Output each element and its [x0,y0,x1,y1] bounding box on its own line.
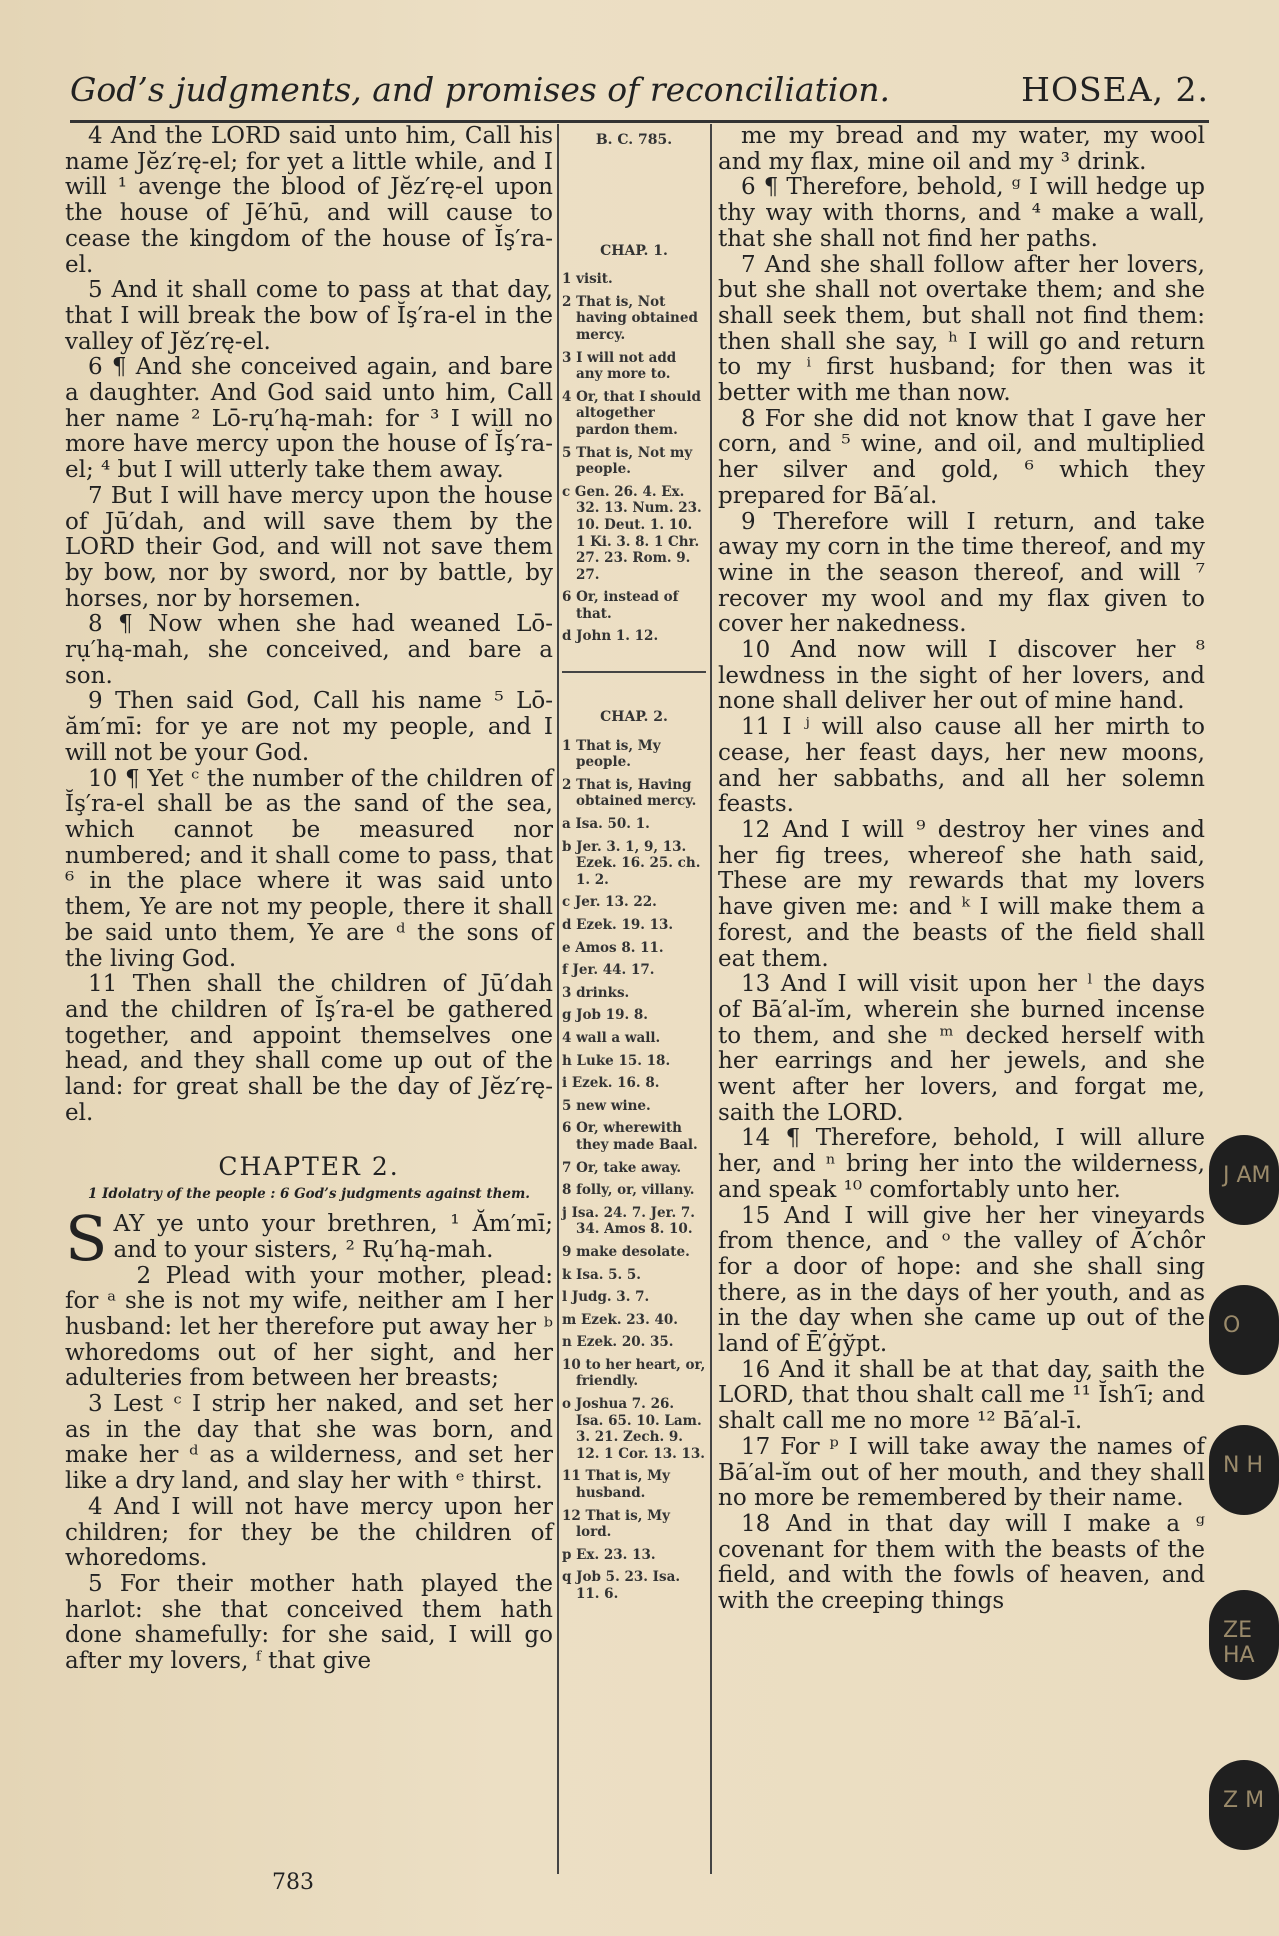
margin-note: 6 Or, wherewith they made Baal. [562,1120,698,1153]
margin-note: j Isa. 24. 7. Jer. 7. 34. Amos 8. 10. [562,1204,695,1238]
margin-note: l Judg. 3. 7. [562,1289,650,1306]
left-text-column [65,124,553,1874]
verse: 4 And I will not have mercy upon her children; for they be the children of whoredoms. [65,1493,553,1572]
verse-one [65,1202,553,1276]
margin-note: 11 That is, My husband. [562,1468,670,1502]
chapter-one-notes [562,271,706,645]
verse: 14 ¶ Therefore, behold, I will allure her, and ⁿ bring her into the wilderness, and speak ¹⁰ comfortably unto her. [718,1125,1205,1203]
margin-note: 12 That is, My lord. [562,1507,670,1541]
margin-note: 4 Or, that I should altogether pardon them. [562,388,701,438]
verse: 6 ¶ And she conceived again, and bare a daughter. And God said unto him, Call her name ² Lō-rụ′hą-mah: for ³ I will no more have mercy upon the house of Ĭş′ra-el; ⁴ but I will utterly take them away. [65,354,553,484]
thumb-index-tab[interactable]: Z M [1209,1760,1279,1850]
margin-note: c Jer. 13. 22. [562,894,657,911]
margin-note: i Ezek. 16. 8. [562,1075,660,1092]
verse: 6 ¶ Therefore, behold, ᵍ I will hedge up thy way with thorns, and ⁴ make a wall, that she shall not find her paths. [718,174,1205,252]
verse: 5 For their mother hath played the harlot: she that conceived them hath done shamefully: for she said, I will go after my lovers, ᶠ that give [65,1570,553,1675]
margin-note: 9 make desolate. [562,1243,690,1260]
margin-note: 5 That is, Not my people. [562,444,693,478]
verse: 8 For she did not know that I gave her corn, and ⁵ wine, and oil, and multiplied her silver and gold, ⁶ which they prepared for Bā′al. [718,405,1205,509]
verse: 17 For ᵖ I will take away the names of Bā′al-ĭm out of her mouth, and they shall no more be remembered by their name. [718,1433,1205,1512]
verse: 11 I ʲ will also cause all her mirth to cease, her feast days, her new moons, and her sabbaths, and all her solemn feasts. [718,714,1205,818]
margin-note: b Jer. 3. 1, 9, 13. Ezek. 16. 25. ch. 1. 2. [562,838,701,888]
margin-note: p Ex. 23. 13. [562,1546,656,1563]
page-header [70,70,1209,120]
margin-note: h Luke 15. 18. [562,1052,671,1069]
date-note: B. C. 785. [595,132,673,148]
verse: 12 And I will ⁹ destroy her vines and her fig trees, whereof she hath said, These are my rewards that my lovers have given me: and ᵏ I will make them a forest, and the beasts of the field shall eat them. [718,816,1205,972]
book-chapter-title: HOSEA, 2. [1021,70,1209,109]
margin-note: 8 folly, or, villany. [562,1182,695,1199]
verse: 9 Then said God, Call his name ⁵ Lō-ăm′mī: for ye are not my people, and I will not be your God. [65,688,553,766]
thumb-index-tab[interactable]: O [1209,1285,1279,1375]
chapter-one-label: CHAP. 1. [600,242,668,259]
verse-one-text: AY ye unto your brethren, ¹ Ăm′mī; and to your sisters, ² Rụ′hą-mah. [113,1211,553,1263]
verse: 15 And I will give her her vineyards from thence, and ᵒ the valley of Ā′chôr for a door of hope: and she shall sing there, as in the days of her youth, and as in the day when she came up out of the land of Ē′ġўpt. [718,1202,1205,1358]
verse: 11 Then shall the children of Jū′dah and the children of Ĭş′ra-el be gathered together, and appoint themselves one head, and they shall come up out of the land: for great shall be the day of Jĕz′rę-el. [65,971,553,1126]
margin-note: 7 Or, take away. [562,1159,682,1176]
margin-note: 6 Or, instead of that. [562,589,679,622]
margin-note: o Joshua 7. 26. Isa. 65. 10. Lam. 3. 21. Zech. 9. 12. 1 Cor. 13. 13. [562,1396,705,1462]
chapter-two-label: CHAP. 2. [600,709,668,726]
column-divider-right [710,124,712,1874]
margin-note: f Jer. 44. 17. [562,962,655,979]
margin-separator [562,671,706,673]
thumb-index-tab[interactable]: N H [1209,1425,1279,1515]
verse: 3 Lest ᶜ I strip her naked, and set her as in the day that she was born, and make her ᵈ as a wilderness, and set her like a dry land, and slay her with ᵉ thirst. [65,1391,553,1495]
margin-note: 5 new wine. [562,1097,651,1114]
margin-note: d John 1. 12. [562,628,659,645]
margin-note: 3 I will not add any more to. [562,349,677,383]
thumb-index-tab[interactable]: J AM [1209,1135,1279,1225]
margin-note: a Isa. 50. 1. [562,816,650,833]
margin-note: d Ezek. 19. 13. [562,917,674,933]
verse: 7 But I will have mercy upon the house of Jū′dah, and will save them by the LORD their God, and will not save them by bow, nor by sword, nor by battle, by horses, nor by horsemen. [65,482,553,612]
margin-note: 1 That is, My people. [562,737,661,771]
verse: 18 And in that day will I make a ᵍ covenant for them with the beasts of the field, and with the fowls of heaven, and with the creeping things [718,1510,1205,1615]
margin-note: 2 That is, Not having obtained mercy. [562,293,698,343]
verse: 5 And it shall come to pass at that day, that I will break the bow of Ĭş′ra-el in the valley of Jĕz′rę-el. [65,277,553,355]
verse: 8 ¶ Now when she had weaned Lō-rụ′hą-mah, she conceived, and bare a son. [65,611,553,689]
thumb-index-tab[interactable]: ZE HA [1209,1590,1279,1680]
verse: 13 And I will visit upon her ˡ the days of Bā′al-ĭm, wherein she burned incense to them, and she ᵐ decked herself with her earrings and her jewels, and she went after her lovers, and forgat me, saith the LORD. [718,971,1205,1126]
margin-note: k Isa. 5. 5. [562,1266,642,1283]
margin-note: n Ezek. 20. 35. [562,1334,674,1351]
drop-cap: S [65,1202,108,1276]
verse: 2 Plead with your mother, plead: for ᵃ she is not my wife, neither am I her husband: let her therefore put away her ᵇ whoredoms out of her sight, and her adulteries from between her breasts; [65,1262,553,1392]
verse: 10 ¶ Yet ᶜ the number of the children of Ĭş′ra-el shall be as the sand of the sea, which cannot be measured nor numbered; and it shall come to pass, that ⁶ in the place where it was said unto them, Ye are not my people, there it shall be said unto them, Ye are ᵈ the sons of the living God. [65,765,553,972]
verse: me my bread and my water, my wool and my flax, mine oil and my ³ drink. [718,123,1205,175]
chapter-summary: 1 Idolatry of the people : 6 God’s judgments against them. [88,1186,530,1203]
center-reference-column [562,128,706,1873]
margin-note: 4 wall a wall. [562,1029,661,1046]
verse: 4 And the LORD said unto him, Call his name Jĕz′rę-el; for yet a little while, and I will ¹ avenge the blood of Jĕz′rę-el upon the house of Jē′hū, and will cause to cease the kingdom of the house of Ĭş′ra-el. [65,123,553,278]
margin-note: 3 drinks. [562,984,630,1001]
chapter-heading: CHAPTER 2. [218,1152,400,1182]
verse: 16 And it shall be at that day, saith the LORD, that thou shalt call me ¹¹ Ĭsh′ī; and shalt call me no more ¹² Bā′al-ī. [718,1356,1205,1435]
margin-note: q Job 5. 23. Isa. 11. 6. [562,1569,681,1602]
margin-note: m Ezek. 23. 40. [562,1311,678,1328]
column-divider-left [557,124,559,1874]
chapter-two-notes [562,738,706,1603]
verse: 9 Therefore will I return, and take away my corn in the time thereof, and my wine in the season thereof, and will ⁷ recover my wool and my flax given to cover her nakedness. [718,508,1205,638]
verse: 7 And she shall follow after her lovers, but she shall not overtake them; and she shall seek them, but shall not find them: then shall she say, ʰ I will go and return to my ⁱ first husband; for then was it better with me than now. [718,251,1205,407]
margin-note: g Job 19. 8. [562,1007,648,1024]
margin-note: c Gen. 26. 4. Ex. 32. 13. Num. 23. 10. Deut. 1. 10. 1 Ki. 3. 8. 1 Chr. 27. 23. Rom. 9. 27. [562,483,702,583]
right-text-column [718,124,1205,1864]
verse: 10 And now will I discover her ⁸ lewdness in the sight of her lovers, and none shall deliver her out of mine hand. [718,637,1205,715]
margin-note: 2 That is, Having obtained mercy. [562,776,697,810]
margin-note: 1 visit. [562,271,613,288]
page-number: 783 [272,1870,314,1895]
margin-note: e Amos 8. 11. [562,939,664,956]
margin-note: 10 to her heart, or, friendly. [562,1356,706,1390]
running-title: God’s judgments, and promises of reconciliation. [70,70,891,109]
